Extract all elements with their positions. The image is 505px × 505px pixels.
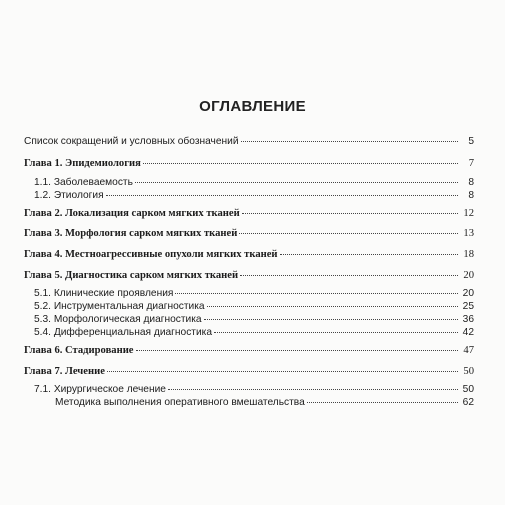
- dot-leader: [242, 213, 458, 214]
- toc-entry-page: 47: [463, 345, 474, 356]
- toc-title: ОГЛАВЛЕНИЕ: [199, 98, 306, 115]
- toc-section-1-2[interactable]: [24, 189, 474, 202]
- toc-chapter-3[interactable]: [24, 227, 474, 240]
- dot-leader: [175, 293, 458, 294]
- toc-entry-label: Список сокращений и условных обозначений: [24, 136, 239, 147]
- toc-entry-label: Глава 7. Лечение: [24, 366, 105, 377]
- toc-entry-page: 8: [468, 177, 474, 188]
- dot-leader: [241, 141, 458, 142]
- dot-leader: [168, 389, 458, 390]
- toc-chapter-4[interactable]: [24, 248, 474, 261]
- dot-leader: [239, 233, 458, 234]
- toc-entry-abbreviations[interactable]: [24, 135, 474, 148]
- toc-entry-label: 5.4. Дифференциальная диагностика: [34, 327, 212, 338]
- toc-entry-label: 5.2. Инструментальная диагностика: [34, 301, 205, 312]
- toc-entry-page: 20: [462, 288, 474, 299]
- toc-entry-page: 62: [462, 397, 474, 408]
- toc-entry-page: 20: [463, 270, 474, 281]
- dot-leader: [280, 254, 458, 255]
- toc-chapter-1[interactable]: [24, 157, 474, 170]
- toc-chapter-6[interactable]: [24, 344, 474, 357]
- toc-entry-label: 1.1. Заболеваемость: [34, 177, 133, 188]
- toc-entry-page: 13: [463, 228, 474, 239]
- toc-entry-page: 25: [462, 301, 474, 312]
- dot-leader: [135, 182, 458, 183]
- toc-chapter-5[interactable]: [24, 269, 474, 282]
- toc-section-5-1[interactable]: [24, 287, 474, 300]
- toc-entry-page: 5: [468, 136, 474, 147]
- toc-entry-page: 8: [468, 190, 474, 201]
- toc-section-1-1[interactable]: [24, 176, 474, 189]
- toc-entry-label: Глава 4. Местноагрессивные опухоли мягких тканей: [24, 249, 278, 260]
- toc-entry-label: Глава 1. Эпидемиология: [24, 158, 141, 169]
- dot-leader: [136, 350, 458, 351]
- toc-entry-label: 5.1. Клинические проявления: [34, 288, 174, 299]
- toc-entry-label: Глава 5. Диагностика сарком мягких тканей: [24, 270, 239, 281]
- dot-leader: [214, 332, 458, 333]
- dot-leader: [107, 371, 458, 372]
- toc-section-5-2[interactable]: [24, 300, 474, 313]
- toc-entry-label: 1.2. Этиология: [34, 190, 104, 201]
- toc-section-5-4[interactable]: [24, 326, 474, 339]
- dot-leader: [143, 163, 458, 164]
- toc-chapter-2[interactable]: [24, 207, 474, 220]
- toc-entry-page: 18: [463, 249, 474, 260]
- toc-entry-page: 36: [462, 314, 474, 325]
- toc-entry-page: 50: [463, 366, 474, 377]
- toc-entry-page: 42: [462, 327, 474, 338]
- dot-leader: [240, 275, 458, 276]
- toc-entry-label: Глава 6. Стадирование: [24, 345, 134, 356]
- toc-entry-page: 12: [463, 208, 474, 219]
- toc-entry-label: 7.1. Хирургическое лечение: [34, 384, 166, 395]
- toc-subsection-surgery-technique[interactable]: [24, 396, 474, 409]
- dot-leader: [207, 306, 458, 307]
- toc-entry-label: Глава 2. Локализация сарком мягких тканей: [24, 208, 240, 219]
- toc-section-5-3[interactable]: [24, 313, 474, 326]
- toc-entry-label: Глава 3. Морфология сарком мягких тканей: [24, 228, 238, 239]
- dot-leader: [106, 195, 458, 196]
- dot-leader: [204, 319, 458, 320]
- toc-chapter-7[interactable]: [24, 365, 474, 378]
- toc-entry-page: 50: [462, 384, 474, 395]
- toc-entry-label: 5.3. Морфологическая диагностика: [34, 314, 202, 325]
- toc-entry-label: Методика выполнения оперативного вмешательства: [55, 397, 305, 408]
- toc-entry-page: 7: [468, 158, 474, 169]
- toc-section-7-1[interactable]: [24, 383, 474, 396]
- dot-leader: [307, 402, 458, 403]
